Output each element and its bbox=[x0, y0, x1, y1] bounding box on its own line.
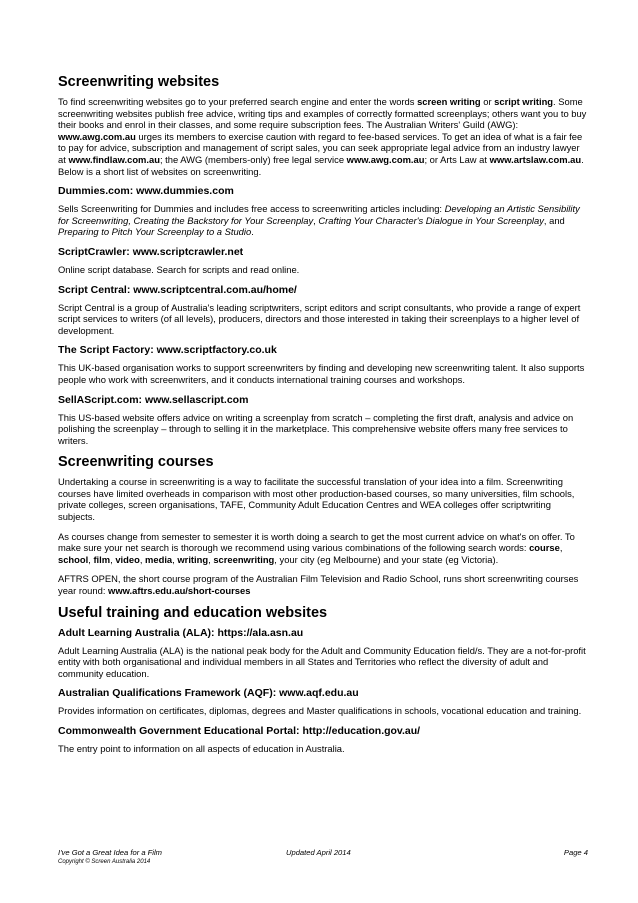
footer-document-title: I've Got a Great Idea for a Film bbox=[58, 848, 163, 857]
footer-updated-date: Updated April 2014 bbox=[286, 848, 351, 857]
heading-aqf: Australian Qualifications Framework (AQF): www.aqf.edu.au bbox=[58, 687, 359, 700]
heading-ala: Adult Learning Australia (ALA): https://ala.asn.au bbox=[58, 626, 304, 639]
courses-paragraph-3: AFTRS OPEN, the short course program of the Australian Film Television and Radio School, runs short screenwriting courses year round: www.aftrs.edu.au/short-courses bbox=[58, 573, 579, 597]
heading-dummies: Dummies.com: www.dummies.com bbox=[58, 185, 234, 198]
paragraph-ala: Adult Learning Australia (ALA) is the national peak body for the Adult and Community Education field/s. They are a not-for-profit entity with both organisational and individual members in all States and Territories who reflect the diversity of adult and community education. bbox=[58, 644, 586, 679]
paragraph-scriptcentral: Script Central is a group of Australia's leading scriptwriters, script editors and script consultants, who provide a range of expert script services to writers (of all levels), producers, directors and those interested in taking their screenplays to a higher level of development. bbox=[58, 301, 581, 336]
section-title-training-websites: Useful training and education websites bbox=[58, 604, 328, 621]
artslaw-link[interactable]: www.artslaw.com.au bbox=[489, 153, 582, 165]
footer-page-number: Page 4 bbox=[563, 848, 588, 857]
heading-sellascript: SellAScript.com: www.sellascript.com bbox=[58, 393, 249, 406]
section-title-screenwriting-courses: Screenwriting courses bbox=[58, 454, 214, 471]
page-footer bbox=[58, 848, 588, 866]
awg-link[interactable]: www.awg.com.au bbox=[58, 130, 136, 142]
paragraph-scriptcrawler: Online script database. Search for scripts and read online. bbox=[58, 263, 300, 275]
heading-scriptfactory: The Script Factory: www.scriptfactory.co.uk bbox=[58, 344, 277, 357]
paragraph-scriptfactory: This UK-based organisation works to support screenwriters by finding and developing new screenwriting talent. It also supports people who work with screenwriters, and it conducts international training courses and workshops. bbox=[58, 362, 585, 385]
paragraph-sellascript: This US-based website offers advice on writing a screenplay from scratch – completing the first draft, analysis and advice on polishing the screenplay – through to selling it in the marketplace. This comprehensive website offers many free services to writers. bbox=[58, 411, 574, 446]
heading-scriptcentral: Script Central: www.scriptcentral.com.au/home/ bbox=[58, 283, 297, 296]
heading-scriptcrawler: ScriptCrawler: www.scriptcrawler.net bbox=[58, 245, 244, 258]
findlaw-link[interactable]: www.findlaw.com.au bbox=[68, 153, 160, 165]
paragraph-cgep: The entry point to information on all aspects of education in Australia. bbox=[58, 743, 345, 754]
awg-legal-link[interactable]: www.awg.com.au bbox=[346, 153, 425, 165]
paragraph-dummies: Sells Screenwriting for Dummies and includes free access to screenwriting articles including: Developing an Artistic Sensibility for Screenwriting, Creating the Backstory for Your Screenplay, Crafting Your Character's Dialogue in Your Screenplay, and Preparing to Pitch Your Screenplay to a Studio. bbox=[58, 203, 580, 238]
footer-copyright: Copyright © Screen Australia 2014 bbox=[58, 859, 151, 865]
section-title-screenwriting-websites: Screenwriting websites bbox=[58, 74, 220, 90]
heading-cgep: Commonwealth Government Educational Portal: http://education.gov.au/ bbox=[58, 725, 421, 737]
document-page bbox=[58, 74, 588, 763]
aftrs-link[interactable]: www.aftrs.edu.au/short-courses bbox=[108, 585, 251, 597]
paragraph-aqf: Provides information on certificates, diplomas, degrees and Master qualifications in schools, vocational education and training. bbox=[58, 705, 582, 717]
courses-paragraph-2: As courses change from semester to semester it is worth doing a search to get the most current advice on what's on offer. To make sure your net search is thorough we recommend using various combinations of the following search words: course, school, film, video, media, writing, screenwriting, your city (eg Melbourne) and your state (eg Victoria). bbox=[58, 530, 575, 565]
intro-paragraph: To find screenwriting websites go to your preferred search engine and enter the words screen writing or script writing. Some screenwriting websites publish free advice, writing tips and examples of correctly formatted screenplays; others want you to buy their books and enrol in their classes, and some require subscription fees. The Australian Writers' Guild (AWG): www.awg.com.au urges its members to exercise caution with regard to fee-based services. To get an idea of what is a fair fee to pay for advice, subscription and management of script sales, you can seek appropriate legal advice from an industry lawyer at www.findlaw.com.au; the AWG (members-only) free legal service www.awg.com.au; or Arts Law at www.artslaw.com.au. Below is a short list of websites on screenwriting. bbox=[58, 96, 587, 177]
courses-paragraph-1: Undertaking a course in screenwriting is a way to facilitate the successful translation of your idea into a film. Screenwriting courses have limited overheads in comparison with most other production-based courses, so many universities, film schools, private colleges, screen organisations, TAFE, Community Adult Education Centres and WEA colleges offer scriptwriting subjects. bbox=[58, 476, 575, 523]
